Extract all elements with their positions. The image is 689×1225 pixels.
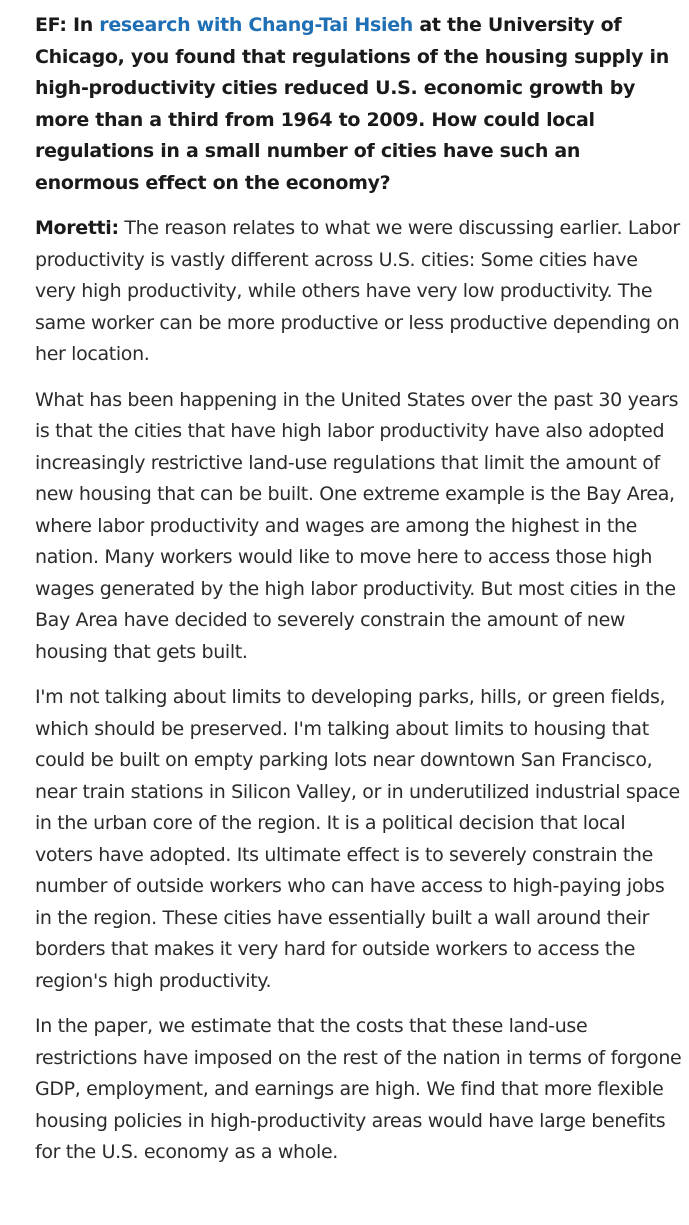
answer-paragraph-1 bbox=[35, 213, 683, 371]
answer-paragraph-3: I'm not talking about limits to developing parks, hills, or green fields, which should be preserved. I'm talking about limits to housing that could be built on empty parking lots near downtown San Francisco, near train stations in Silicon Valley, or in underutilized industrial space in the urban core of the region. It is a political decision that local voters have adopted. Its ultimate effect is to severely constrain the number of outside workers who can have access to high-paying jobs in the region. These cities have essentially built a wall around their borders that makes it very hard for outside workers to access the region's high productivity. bbox=[35, 686, 680, 992]
answer-paragraph-4: In the paper, we estimate that the costs that these land-use restrictions have imposed on the rest of the nation in terms of forgone GDP, employment, and earnings are high. We find that more flexible housing policies in high-productivity areas would have large benefits for the U.S. economy as a whole. bbox=[35, 1015, 682, 1163]
interview-question bbox=[35, 10, 683, 199]
answer-paragraph-2: What has been happening in the United States over the past 30 years is that the cities that have high labor productivity have also adopted increasingly restrictive land-use regulations that limit the amount of new housing that can be built. One extreme example is the Bay Area, where labor productivity and wages are among the highest in the nation. Many workers would like to move here to access those high wages generated by the high labor productivity. But most cities in the Bay Area have decided to severely constrain the amount of new housing that gets built. bbox=[35, 388, 679, 663]
research-link[interactable]: research with Chang-Tai Hsieh bbox=[99, 14, 414, 36]
question-text-end: at the University of Chicago, you found that regulations of the housing supply in high-productivity cities reduced U.S. economic growth by more than a third from 1964 to 2009. How could local regulations in a small number of cities have such an enormous effect on the economy? bbox=[35, 14, 669, 194]
question-speaker: EF: bbox=[35, 14, 67, 36]
question-text-start: In bbox=[66, 14, 100, 36]
answer-speaker: Moretti: bbox=[35, 217, 119, 239]
answer-text: The reason relates to what we were discussing earlier. Labor productivity is vastly different across U.S. cities: Some cities have very high productivity, while others have very low productivity. The same worker can be more productive or less productive depending on her location. bbox=[35, 217, 680, 365]
